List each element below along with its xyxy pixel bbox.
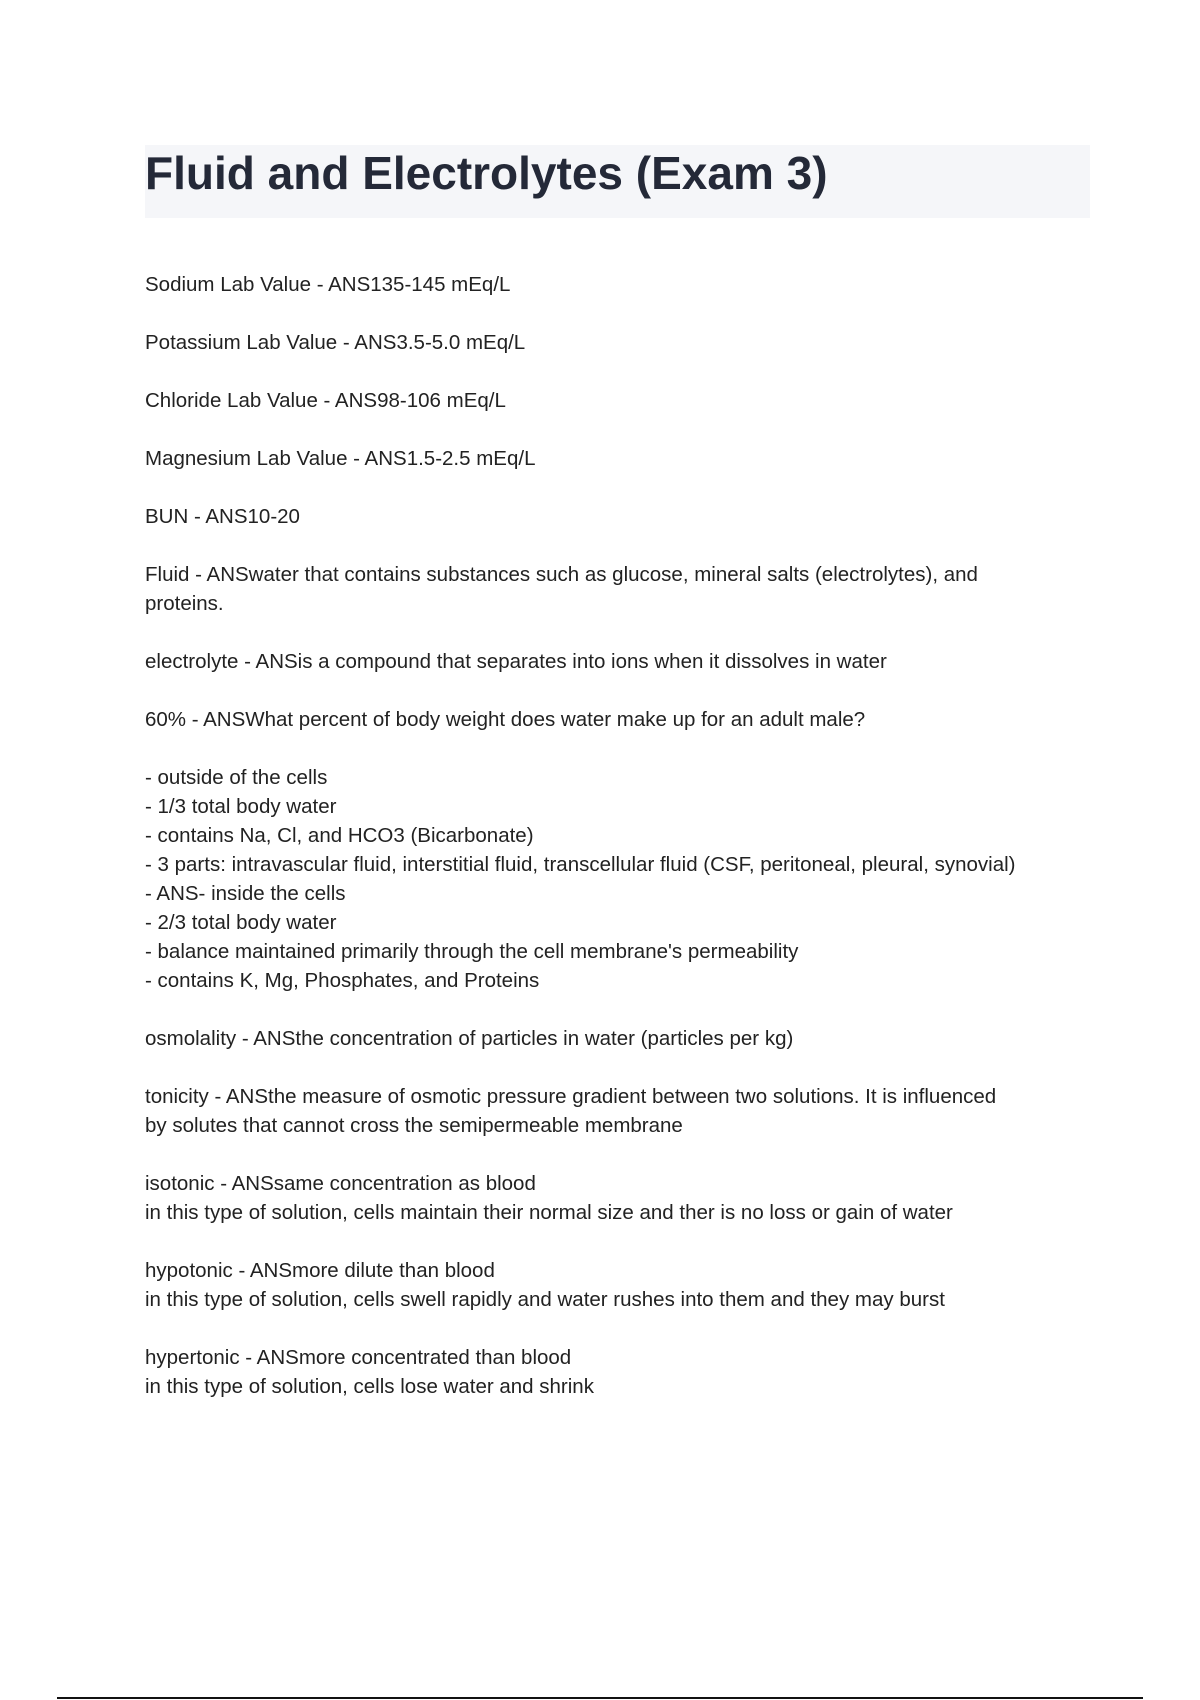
entry-line: Magnesium Lab Value - ANS1.5-2.5 mEq/L xyxy=(145,447,536,470)
entry-line: in this type of solution, cells lose water and shrink xyxy=(145,1375,594,1398)
entry-line: in this type of solution, cells maintain their normal size and ther is no loss or gain of water xyxy=(145,1201,953,1224)
entry-line: BUN - ANS10-20 xyxy=(145,505,300,528)
list-item: - 2/3 total body water xyxy=(145,911,337,934)
entry-tonicity xyxy=(145,1082,1100,1140)
document-title: Fluid and Electrolytes (Exam 3) xyxy=(145,147,828,199)
entry-isotonic xyxy=(145,1169,1100,1227)
list-item: - contains K, Mg, Phosphates, and Proteins xyxy=(145,969,540,992)
fluid-compartments-list xyxy=(145,763,1100,995)
entry-line: Chloride Lab Value - ANS98-106 mEq/L xyxy=(145,389,506,412)
list-item: - outside of the cells xyxy=(145,766,328,789)
list-item: - contains Na, Cl, and HCO3 (Bicarbonate) xyxy=(145,824,534,847)
list-item: - 1/3 total body water xyxy=(145,795,337,818)
entry-line: 60% - ANSWhat percent of body weight does water make up for an adult male? xyxy=(145,708,866,731)
entry-line: Sodium Lab Value - ANS135-145 mEq/L xyxy=(145,273,511,296)
entry-potassium xyxy=(145,328,1100,357)
entry-bun xyxy=(145,502,1100,531)
entry-line: osmolality - ANSthe concentration of particles in water (particles per kg) xyxy=(145,1027,794,1050)
entry-line: hypotonic - ANSmore dilute than blood xyxy=(145,1259,495,1282)
entry-chloride xyxy=(145,386,1100,415)
entry-osmolality xyxy=(145,1024,1100,1053)
document-body xyxy=(145,270,1100,1430)
entry-line: tonicity - ANSthe measure of osmotic pressure gradient between two solutions. It is influenced xyxy=(145,1085,997,1108)
entry-water-percent xyxy=(145,705,1100,734)
entry-line: Potassium Lab Value - ANS3.5-5.0 mEq/L xyxy=(145,331,526,354)
entry-line: isotonic - ANSsame concentration as blood xyxy=(145,1172,536,1195)
entry-line: hypertonic - ANSmore concentrated than blood xyxy=(145,1346,572,1369)
entry-line: electrolyte - ANSis a compound that separates into ions when it dissolves in water xyxy=(145,650,887,673)
footer-divider xyxy=(57,1697,1143,1699)
entry-hypertonic xyxy=(145,1343,1100,1401)
entry-sodium xyxy=(145,270,1100,299)
list-item: - balance maintained primarily through the cell membrane's permeability xyxy=(145,940,799,963)
list-item: - 3 parts: intravascular fluid, interstitial fluid, transcellular fluid (CSF, peritoneal, pleural, synovial) xyxy=(145,853,1016,876)
entry-line: in this type of solution, cells swell rapidly and water rushes into them and they may burst xyxy=(145,1288,945,1311)
entry-fluid xyxy=(145,560,1100,618)
entry-line: Fluid - ANSwater that contains substances such as glucose, mineral salts (electrolytes), and xyxy=(145,563,978,586)
entry-hypotonic xyxy=(145,1256,1100,1314)
entry-line: by solutes that cannot cross the semipermeable membrane xyxy=(145,1114,683,1137)
entry-line: proteins. xyxy=(145,592,224,615)
list-item: - ANS- inside the cells xyxy=(145,882,346,905)
entry-magnesium xyxy=(145,444,1100,473)
entry-electrolyte xyxy=(145,647,1100,676)
